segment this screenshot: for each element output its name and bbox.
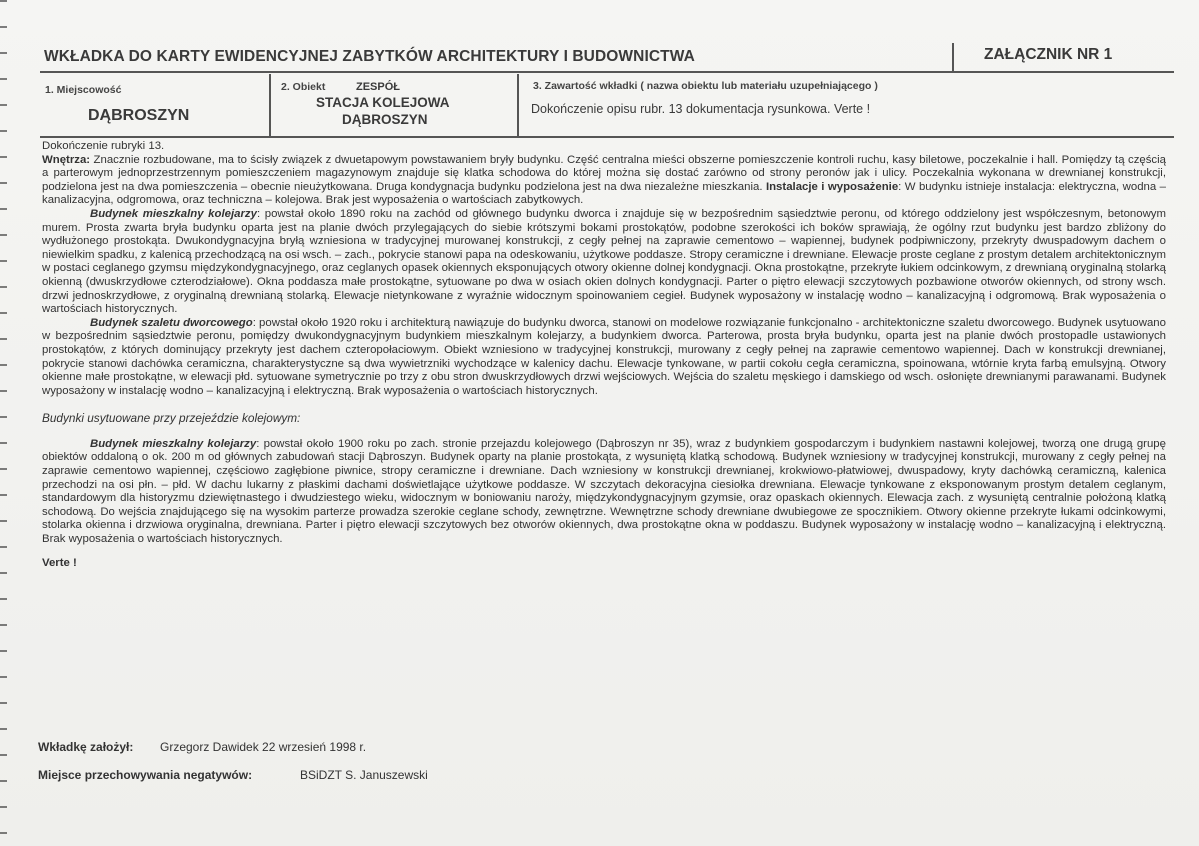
scan-edge-marks bbox=[0, 0, 7, 846]
crossing-house-text: : powstał około 1900 roku po zach. stronie przejazdu kolejowego (Dąbroszyn nr 35), wraz z budynkiem gospodarczym i budynkiem nastawni kolejowej, tworzą one drugą grupę obiektów oddaloną o ok. 200 m od głównych zabudowań stacji Dąbroszyn. Budynek oparty na planie prostokąta, z wysuniętą klatką schodową. Budynek wzniesiony w tradycyjnej konstrukcji, murowany z cegły pełnej na zaprawie cementowo wapiennej, częściowo zagłębione piwnice, stropy ceramiczne i drewniane. Dach wzniesiony w konstrukcji drewnianej, krokwiowo-płatwiowej, dwuspadowy, kryty dachówką ceramiczną, kalenica przechodzi na osi płn. – płd. W dachu lukarny z płaskimi dachami doświetlające użytkowe poddasze. W szczytach dekoracyjna ciesiołka drewniana. Elewacje tynkowane z eksponowanym prostym detalem ceglanym, standardowym dla historyzmu dziewiętnastego i dwudziestego wieku, widocznym w boniowaniu naroży, międzykondygnacyjnym gzymsie, oraz opaskach okiennych. Elewacja zach. z wysuniętą centralnie położoną klatką schodową. Do wejścia znajdującego się na wysokim parterze prowadza szerokie ceglane schody, zewnętrzne. Wewnętrzne schody drewniane dwubiegowe ze spocznikiem. Otwory okienne przekryte łukami odcinkowymi, stolarka okienna i drzwiowa oryginalna, drewniana. Parter i piętro elewacji szczytowych bez otworów okiennych, dwa prostokątne okna w poddaszu. Budynek wyposażony w instalację wodno – kanalizacyjną i elektryczną. Brak wyposażenia o wartościach historycznych. bbox=[42, 437, 1166, 546]
interiors-paragraph bbox=[42, 154, 1166, 208]
created-label: Wkładkę założył: bbox=[38, 740, 134, 754]
field-object bbox=[271, 74, 519, 136]
toilet-text: : powstał około 1920 roku i architekturą nawiązuje do budynku dworca, stanowi on modelowe rozwiązanie funkcjonalno - architektoniczne szaletu dworcowego. Budynek usytuowano w bezpośrednim sąsiedztwie peronu, pomiędzy dwukondygnacyjnym budynkiem mieszkalnym kolejarzy, a budynkiem dworca. Parterowa, prosta bryła budynku, oparta jest na planie dwóch prostopadle ustawionych prostokątów, z których dominujący przekryty jest dachem czteropołaciowym. Obiekt wzniesiono w tradycyjnej konstrukcji, murowany z cegły pełnej na zaprawie cementowo wapiennej. Dach w konstrukcji drewnianej, pokrycie stanowi dachówka ceramiczna, charakterystyczne są dwa wywietrzniki wychodzące w kalenicy dachu. Elewacje tynkowane, w partii cokołu cegła ceramiczna, spoinowana, wtórnie kryta farbą emulsyjną. Otwory okienne małe prostokątne, w elewacji płd. sytuowane symetrycznie po trzy z obu stron dwuskrzydłowych drzwi wejściowych. Wejścia do szaletu męskiego i damskiego od wsch. osłonięte drewnianymi parawanami. Budynek wyposażony w instalację wodno – kanalizacyjną i elektryczną. Brak wyposażenia o wartościach historycznych. bbox=[42, 316, 1166, 397]
installations-text: : W budynku istnieje instalacja: elektryczna, wodna – kanalizacyjna, odgromowa, oraz techniczna – kolejowa. Brak jest wyposażenia o wartościach zabytkowych. bbox=[42, 180, 1166, 207]
verte-note: Verte ! bbox=[42, 556, 77, 569]
form-header bbox=[40, 43, 1174, 73]
interiors-label: Wnętrza: bbox=[42, 153, 91, 166]
storage-label: Miejsce przechowywania negatywów: bbox=[38, 768, 253, 782]
fields-row bbox=[40, 74, 1174, 138]
object-value-line3: DĄBROSZYN bbox=[342, 112, 428, 127]
crossing-house-label: Budynek mieszkalny kolejarzy bbox=[90, 437, 257, 450]
crossing-house-paragraph bbox=[42, 438, 1166, 547]
description-body bbox=[42, 140, 1166, 570]
field-locality bbox=[40, 74, 271, 136]
object-label: 2. Obiekt bbox=[281, 81, 326, 93]
railway-house-text: : powstał około 1890 roku na zachód od głównego budynku dworca i znajduje się w bezpośrednim sąsiedztwie peronu, od którego oddzielony jest współczesnym, betonowym murem. Prosta zwarta bryła budynku oparta jest na planie dwóch przylegających do siebie krótszymi bokami prostokątów, podobne szerokości ich boków sprawiają, że ogólny rzut budynku jest bardzo zbliżony do wydłużonego prostokąta. Dwukondygnacyjna bryłą wzniesiona w tradycyjnej murowanej konstrukcji, z cegły pełnej na zaprawie cementowo – wapiennej, budynek podpiwniczony, przekryty dwuspadowym dachem o niewielkim spadku, z kalenicą przechodzącą na osi wsch. – zach., pokrycie stanowi papa na odeskowaniu, użytkowe poddasze. Stropy ceramiczne i drewniane. Elewacje proste ceglane z prostym detalem architektonicznym w postaci ceglanego gzymsu międzykondygnacyjnego, oraz ceglanych opasek okiennych eksponujących otwory okienne dolnej kondygnacji. Okna prostokątne, przekryte łukiem odcinkowym, z drewnianą oryginalną stolarką okienną (dwuskrzydłowe czterodziałowe). Okna poddasza małe prostokątne, sytuowane po dwa w osiach okien dolnych kondygnacji. Parter o piętro elewacji szczytowych pozbawione otworów okiennych, od strony wsch. drzwi jednoskrzydłowe, z oryginalną drewnianą stolarką. Elewacje nietynkowane z wyraźnie widocznym spoinowaniem cegieł. Budynek wyposażony w instalację wodno – kanalizacyjną i odgromową. Brak wyposażenia o wartościach historycznych. bbox=[42, 207, 1166, 316]
contents-label: 3. Zawartość wkładki ( nazwa obiektu lub materiału uzupełniającego ) bbox=[533, 80, 878, 92]
crossing-heading: Budynki usytuowane przy przejeździe kolejowym: bbox=[42, 411, 301, 426]
toilet-label: Budynek szaletu dworcowego bbox=[90, 316, 253, 329]
object-value-line2: STACJA KOLEJOWA bbox=[316, 95, 450, 110]
annex-number: ZAŁĄCZNIK NR 1 bbox=[984, 46, 1113, 63]
railway-house-label: Budynek mieszkalny kolejarzy bbox=[90, 207, 257, 220]
locality-value: DĄBROSZYN bbox=[88, 107, 190, 124]
locality-label: 1. Miejscowość bbox=[45, 84, 122, 96]
field-contents bbox=[519, 74, 1174, 136]
footer-created bbox=[38, 740, 538, 756]
interiors-text: Znacznie rozbudowane, ma to ścisły związek z dwuetapowym powstawaniem bryły budynku. Część centralna mieści obszerne pomieszczenie kontroli ruchu, kasy biletowe, poczekalnie i hall. Pomiędzy tą częścią a parterowym jednoprzestrzennym pomieszczeniem magazynowym znajduje się klatka schodowa do której można się dostać zarówno od strony peronów jak i ulicy. Poczekalnia wykonana w drewnianej konstrukcji, podzielona jest na dwa pomieszczenia – obecnie nieużytkowana. Druga kondygnacja budynku podzielona jest na dwa niezależne mieszkania. bbox=[42, 153, 1166, 193]
form-title: WKŁADKA DO KARTY EWIDENCYJNEJ ZABYTKÓW ARCHITEKTURY I BUDOWNICTWA bbox=[44, 48, 695, 65]
footer-storage bbox=[38, 768, 538, 784]
contents-value: Dokończenie opisu rubr. 13 dokumentacja rysunkowa. Verte ! bbox=[531, 102, 871, 116]
created-value: Grzegorz Dawidek 22 wrzesień 1998 r. bbox=[160, 740, 367, 754]
toilet-paragraph bbox=[42, 317, 1166, 399]
installations-label: Instalacje i wyposażenie bbox=[765, 180, 899, 193]
storage-value: BSiDZT S. Januszewski bbox=[300, 768, 428, 782]
railway-house-paragraph bbox=[42, 208, 1166, 317]
continuation-line: Dokończenie rubryki 13. bbox=[42, 140, 165, 152]
header-divider bbox=[952, 43, 954, 71]
object-value-line1: ZESPÓŁ bbox=[356, 81, 401, 93]
